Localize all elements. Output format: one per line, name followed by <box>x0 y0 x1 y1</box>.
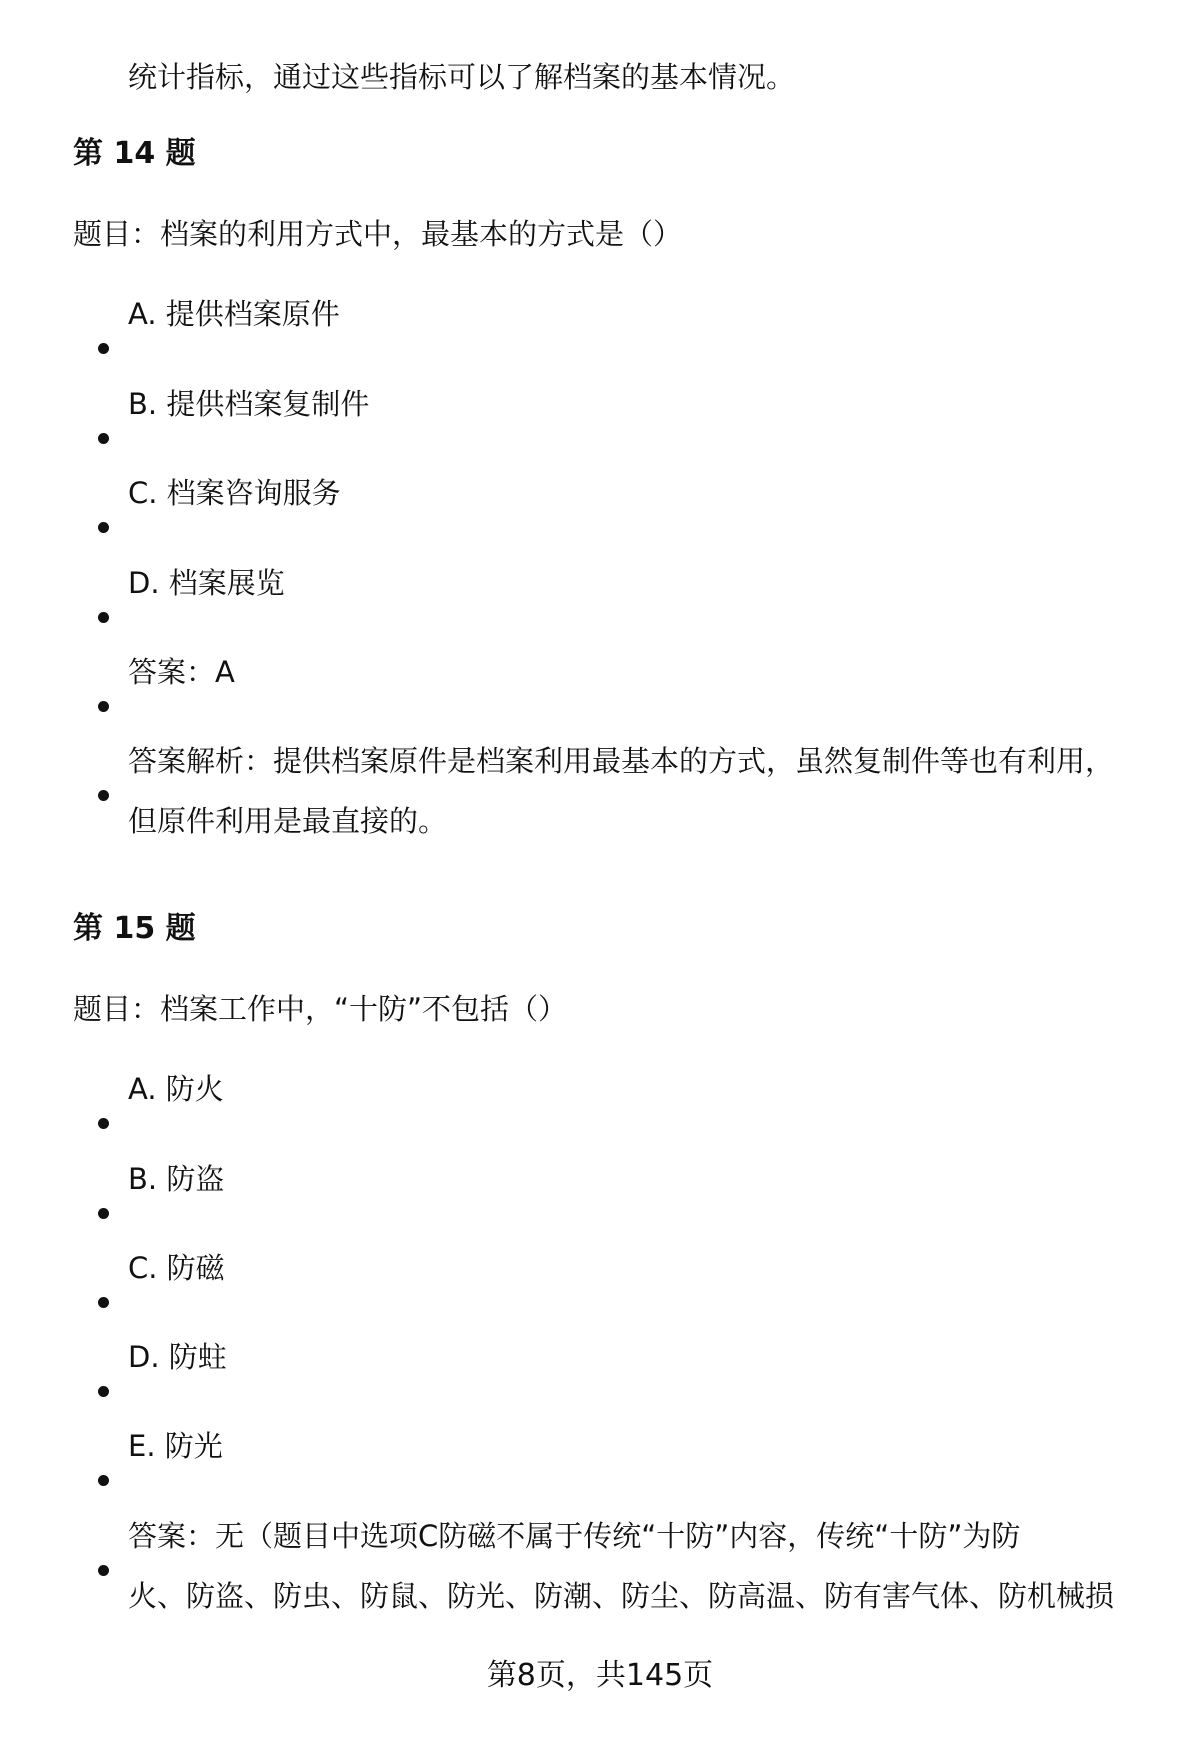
question-14-analysis-line1: 答案解析：提供档案原件是档案利用最基本的方式，虽然复制件等也有利用， <box>128 744 1115 778</box>
question-14-answer: 答案：A <box>128 655 235 689</box>
bullet-icon <box>98 790 109 801</box>
question-15-option-c: C. 防磁 <box>128 1251 225 1285</box>
question-15-option-a: A. 防火 <box>128 1072 224 1106</box>
question-15-prompt: 题目：档案工作中，“十防”不包括（） <box>73 992 568 1026</box>
bullet-icon <box>98 343 109 354</box>
question-15-heading: 第 15 题 <box>73 911 196 946</box>
bullet-icon <box>98 1386 109 1397</box>
question-15-option-d: D. 防蛀 <box>128 1340 227 1374</box>
bullet-icon <box>98 701 109 712</box>
intro-continuation: 统计指标，通过这些指标可以了解档案的基本情况。 <box>128 60 796 94</box>
question-14-prompt: 题目：档案的利用方式中，最基本的方式是（） <box>73 217 683 251</box>
bullet-icon <box>98 1565 109 1576</box>
question-14-option-a: A. 提供档案原件 <box>128 297 340 331</box>
question-15-option-e: E. 防光 <box>128 1429 223 1463</box>
question-15-option-b: B. 防盗 <box>128 1162 225 1196</box>
question-14-heading: 第 14 题 <box>73 136 196 171</box>
question-14-analysis-line2: 但原件利用是最直接的。 <box>128 804 448 838</box>
question-14-option-b: B. 提供档案复制件 <box>128 387 370 421</box>
bullet-icon <box>98 522 109 533</box>
bullet-icon <box>98 1118 109 1129</box>
page-indicator: 第8页，共145页 <box>486 1658 714 1693</box>
bullet-icon <box>98 1208 109 1219</box>
question-15-answer-line2: 火、防盗、防虫、防鼠、防光、防潮、防尘、防高温、防有害气体、防机械损 <box>128 1579 1115 1613</box>
bullet-icon <box>98 1297 109 1308</box>
question-15-answer-line1: 答案：无（题目中选项C防磁不属于传统“十防”内容，传统“十防”为防 <box>128 1519 1021 1553</box>
bullet-icon <box>98 433 109 444</box>
bullet-icon <box>98 1475 109 1486</box>
question-14-option-d: D. 档案展览 <box>128 566 285 600</box>
question-14-option-c: C. 档案咨询服务 <box>128 476 341 510</box>
bullet-icon <box>98 612 109 623</box>
